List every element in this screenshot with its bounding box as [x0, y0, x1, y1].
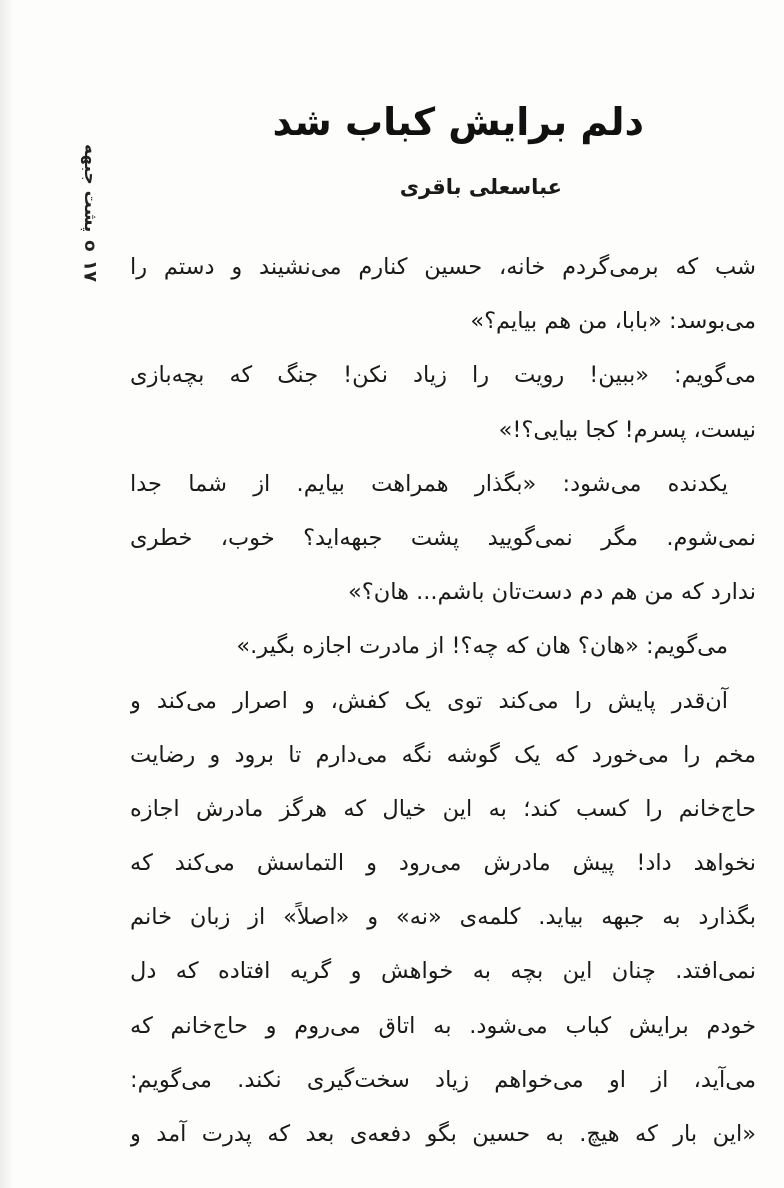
text-line: بگذارد به جبهه بیاید. کلمه‌ی «نه» و «اصلاً» از زبان خانم	[130, 904, 756, 931]
text-line: مخم را می‌خورد که یک گوشه نگه می‌دارم تا برود و رضایت	[130, 741, 756, 768]
story-author: عباسعلی باقری	[399, 175, 562, 199]
text-line: «این بار که هیچ. به حسین بگو دفعه‌ی بعد که پدرت آمد و	[130, 1121, 756, 1147]
story-title: دلم برایش کباب شد	[272, 100, 644, 144]
text-line: خودم برایش کباب می‌شود. به اتاق می‌روم و حاج‌خانم که	[130, 1012, 756, 1039]
text-line: می‌بوسد: «بابا، من هم بیایم؟»	[470, 308, 756, 335]
text-line: آن‌قدر پایش را می‌کند توی یک کفش، و اصرار می‌کند و	[130, 687, 728, 714]
text-line: می‌آید، از او می‌خواهم زیاد سخت‌گیری نکند. می‌گویم:	[130, 1066, 756, 1093]
text-line: می‌گویم: «ببین! رویت را زیاد نکن! جنگ که بچه‌بازی	[130, 362, 756, 389]
text-line: حاج‌خانم را کسب کند؛ به این خیال که هرگز مادرش اجازه	[130, 795, 756, 822]
running-head	[72, 92, 108, 282]
body-text	[130, 240, 756, 1161]
text-line: ندارد که من هم دم دست‌تان باشم... هان؟»	[348, 579, 756, 606]
text-line: نیست، پسرم! کجا بیایی؟!»	[498, 416, 756, 443]
text-line: نخواهد داد! پیش مادرش می‌رود و التماسش می‌کند که	[130, 850, 756, 877]
text-line: می‌گویم: «هان؟ هان که چه؟! از مادرت اجازه بگیر.»	[236, 633, 728, 660]
page-gutter-shadow	[0, 0, 14, 1188]
running-head-separator: o	[80, 240, 100, 253]
text-line: نمی‌شوم. مگر نمی‌گویید پشت جبهه‌اید؟ خوب، خطری	[130, 524, 756, 551]
text-line: نمی‌افتد. چنان این بچه به خواهش و گریه افتاده که دل	[130, 958, 756, 985]
running-head-title: پشت جبهه	[80, 144, 100, 233]
text-line: شب که برمی‌گردم خانه، حسین کنارم می‌نشیند و دستم را	[130, 254, 756, 280]
text-line: یکدنده می‌شود: «بگذار همراهت بیایم. از شما جدا	[130, 470, 728, 497]
page-number: ۱۷	[79, 260, 101, 282]
